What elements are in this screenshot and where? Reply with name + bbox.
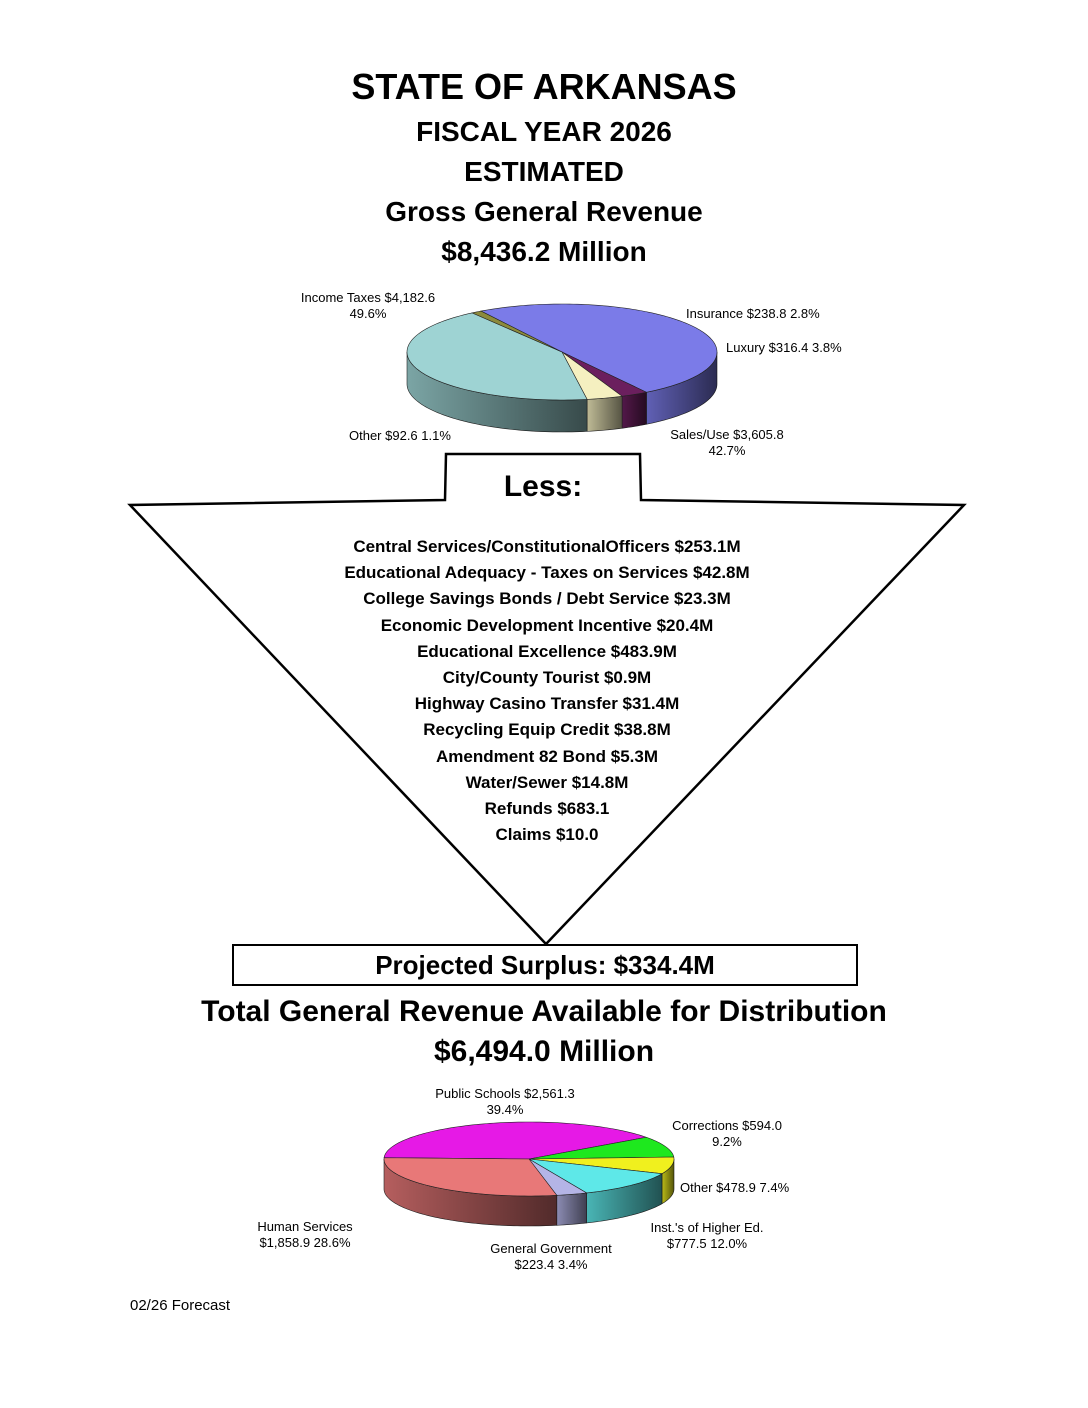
page-title: STATE OF ARKANSAS [351,66,737,107]
estimated-heading: ESTIMATED [464,156,624,187]
pie1-label-luxury: Luxury $316.4 3.8% [726,340,842,355]
deduction-item: City/County Tourist $0.9M [442,667,652,687]
pie1-luxury-side-shading [587,396,622,431]
deduction-item: Claims $10.0 [495,825,599,845]
projected-surplus-box: Projected Surplus: $334.4M [232,944,858,986]
gross-revenue-pie [407,304,717,432]
gross-revenue-amount: $8,436.2 Million [441,236,647,267]
less-title: Less: [503,470,583,503]
pie2-label-public-schools: Public Schools $2,561.3 39.4% [435,1086,575,1117]
pie2-general-government-side-shading [557,1193,587,1225]
pie2-label-other: Other $478.9 7.4% [680,1180,790,1195]
deduction-item: Highway Casino Transfer $31.4M [414,694,680,714]
deduction-item: College Savings Bonds / Debt Service $23.3M [363,589,731,609]
pie2-label-higher-ed: Inst.'s of Higher Ed. $777.5 12.0% [650,1220,764,1251]
fiscal-year-heading: FISCAL YEAR 2026 [416,116,672,147]
total-revenue-heading: Total General Revenue Available for Distribution [201,995,887,1028]
pie2-label-corrections: Corrections $594.0 9.2% [672,1118,782,1149]
deduction-item: Educational Excellence $483.9M [417,641,677,661]
pie1-label-insurance: Insurance $238.8 2.8% [686,306,820,321]
distribution-pie [384,1122,674,1226]
pie1-label-income-taxes: Income Taxes $4,182.6 49.6% [300,290,436,321]
deduction-item: Refunds $683.1 [484,798,610,818]
pie2-label-general-government: General Government $223.4 3.4% [490,1241,612,1272]
pie1-label-other: Other $92.6 1.1% [349,428,451,443]
deduction-item: Central Services/ConstitutionalOfficers $253.1M [353,537,741,556]
pie1-insurance-side-shading [622,392,646,428]
deduction-item: Recycling Equip Credit $38.8M [423,720,671,740]
forecast-footer: 02/26 Forecast [130,1297,231,1314]
deduction-item: Amendment 82 Bond $5.3M [436,746,658,766]
gross-revenue-heading: Gross General Revenue [385,196,703,227]
total-revenue-amount: $6,494.0 Million [433,1035,655,1068]
deduction-item: Economic Development Incentive $20.4M [380,615,714,635]
deductions-list [0,536,1088,850]
deduction-item: Educational Adequacy - Taxes on Services $42.8M [344,563,750,583]
deduction-item: Water/Sewer $14.8M [465,772,629,792]
pie1-label-sales-use: Sales/Use $3,605.8 42.7% [670,427,784,458]
pie2-label-human-services: Human Services $1,858.9 28.6% [257,1219,353,1250]
